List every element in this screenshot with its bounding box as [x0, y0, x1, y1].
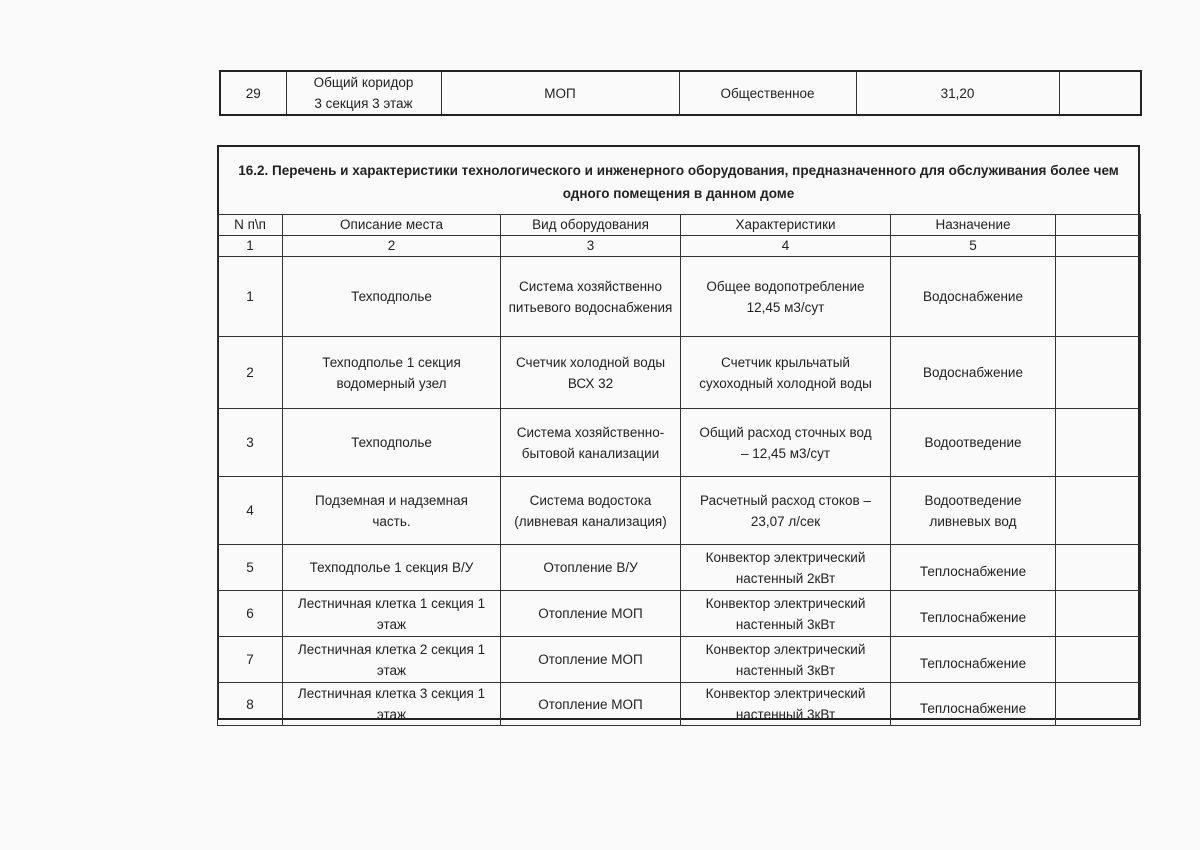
section-title: 16.2. Перечень и характеристики технологического и инженерного оборудования, предназначенного для обслуживания более чем одного помещения в данном доме — [238, 163, 1119, 201]
purpose-cell: Водоотведение — [891, 409, 1056, 477]
table-row — [218, 637, 1141, 683]
table-row — [218, 409, 1141, 477]
place-cell: Лестничная клетка 1 секция 1 этаж — [283, 591, 501, 637]
place-cell: Техподполье 1 секция водомерный узел — [283, 337, 501, 409]
equipment-cell: Отопление МОП — [501, 683, 681, 726]
extra-cell — [1056, 337, 1141, 409]
extra-cell — [1056, 409, 1141, 477]
row-number: 6 — [218, 591, 283, 637]
extra-cell — [1059, 71, 1141, 115]
place-cell: Техподполье — [283, 257, 501, 337]
header-row — [218, 215, 1141, 236]
extra-cell — [1056, 257, 1141, 337]
place-cell: Подземная и надземная часть. — [283, 477, 501, 545]
row-number: 8 — [218, 683, 283, 726]
row-number: 2 — [218, 337, 283, 409]
column-number: 2 — [283, 236, 501, 257]
specs-cell: Конвектор электрический настенный 3кВт — [681, 591, 891, 637]
place-cell: Общий коридор 3 секция 3 этаж — [286, 71, 441, 115]
column-number: 5 — [891, 236, 1056, 257]
place-cell: Лестничная клетка 3 секция 1 этаж — [283, 683, 501, 726]
purpose-cell: Теплоснабжение — [891, 591, 1056, 637]
table-row — [218, 477, 1141, 545]
specs-cell: Конвектор электрический настенный 3кВт — [681, 683, 891, 726]
purpose-cell: Теплоснабжение — [891, 683, 1056, 726]
equipment-cell: Система хозяйственно-бытовой канализации — [501, 409, 681, 477]
row-number: 4 — [218, 477, 283, 545]
table-row — [218, 683, 1141, 726]
equipment-cell: Отопление МОП — [501, 637, 681, 683]
column-header: Характеристики — [681, 215, 891, 236]
extra-cell — [1056, 477, 1141, 545]
specs-cell: Общее водопотребление 12,45 м3/сут — [681, 257, 891, 337]
column-header: N п\п — [218, 215, 283, 236]
specs-cell: Конвектор электрический настенный 3кВт — [681, 637, 891, 683]
table-row — [218, 337, 1141, 409]
purpose-cell: Общественное — [679, 71, 856, 115]
column-number — [1056, 236, 1141, 257]
extra-cell — [1056, 591, 1141, 637]
row-number: 1 — [218, 257, 283, 337]
purpose-cell: Водоснабжение — [891, 337, 1056, 409]
column-header: Описание места — [283, 215, 501, 236]
column-number: 4 — [681, 236, 891, 257]
purpose-cell: Теплоснабжение — [891, 545, 1056, 591]
column-header: Назначение — [891, 215, 1056, 236]
extra-cell — [1056, 683, 1141, 726]
place-cell: Техподполье — [283, 409, 501, 477]
column-number: 3 — [501, 236, 681, 257]
specs-cell: Конвектор электрический настенный 2кВт — [681, 545, 891, 591]
equipment-cell: Система водостока (ливневая канализация) — [501, 477, 681, 545]
column-number-row — [218, 236, 1141, 257]
extra-cell — [1056, 637, 1141, 683]
purpose-cell: Водоснабжение — [891, 257, 1056, 337]
place-cell: Техподполье 1 секция В/У — [283, 545, 501, 591]
area-cell: 31,20 — [856, 71, 1059, 115]
purpose-cell: Водоотведение ливневых вод — [891, 477, 1056, 545]
table-row — [220, 71, 1141, 115]
extra-cell — [1056, 545, 1141, 591]
equipment-cell: Система хозяйственно питьевого водоснабжения — [501, 257, 681, 337]
equipment-section — [217, 145, 1140, 720]
row-number: 3 — [218, 409, 283, 477]
row-number: 29 — [220, 71, 286, 115]
column-number: 1 — [218, 236, 283, 257]
previous-table-fragment — [219, 70, 1142, 116]
purpose-cell: Теплоснабжение — [891, 637, 1056, 683]
table-row — [218, 545, 1141, 591]
place-cell: Лестничная клетка 2 секция 1 этаж — [283, 637, 501, 683]
specs-cell: Общий расход сточных вод – 12,45 м3/сут — [681, 409, 891, 477]
equipment-cell: Отопление МОП — [501, 591, 681, 637]
row-number: 5 — [218, 545, 283, 591]
equipment-cell: Отопление В/У — [501, 545, 681, 591]
type-cell: МОП — [441, 71, 679, 115]
column-header — [1056, 215, 1141, 236]
table-row — [218, 591, 1141, 637]
specs-cell: Счетчик крыльчатый сухоходный холодной воды — [681, 337, 891, 409]
table-row — [218, 257, 1141, 337]
column-header: Вид оборудования — [501, 215, 681, 236]
row-number: 7 — [218, 637, 283, 683]
specs-cell: Расчетный расход стоков – 23,07 л/сек — [681, 477, 891, 545]
equipment-table — [217, 214, 1141, 726]
equipment-cell: Счетчик холодной воды ВСХ 32 — [501, 337, 681, 409]
